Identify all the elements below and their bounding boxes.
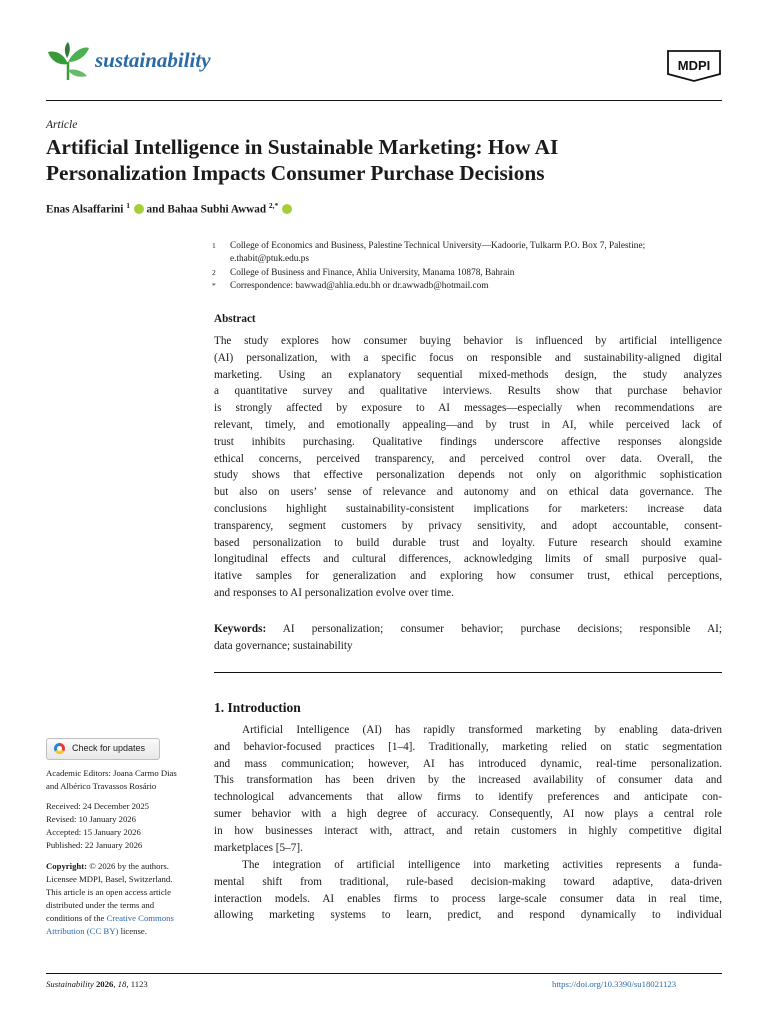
article-title bbox=[46, 134, 726, 186]
correspondence-text[interactable]: Correspondence: bawwad@ahlia.edu.bh or dr.awwadb@hotmail.com bbox=[230, 281, 489, 291]
affiliation-text: College of Economics and Business, Palestine Technical University—Kadoorie, Tulkarm P.O. Box 7, Palestine; bbox=[230, 241, 646, 251]
author-name[interactable]: Enas Alsaffarini bbox=[46, 203, 124, 216]
affiliation-2 bbox=[214, 267, 722, 280]
abstract-heading: Abstract bbox=[214, 313, 256, 325]
academic-editors bbox=[46, 767, 206, 793]
cc-license-link[interactable]: Attribution (CC BY) bbox=[46, 926, 119, 936]
abstract-line: relevant, timely, and emotionally appealing—and by trust in AI, while perceived lack of bbox=[214, 418, 722, 431]
keywords-text: AI personalization; consumer behavior; purchase decisions; responsible AI; bbox=[266, 623, 722, 635]
publisher-label: MDPI bbox=[677, 58, 711, 73]
keywords bbox=[214, 621, 722, 655]
journal-name[interactable]: sustainability bbox=[95, 48, 211, 72]
copyright-notice bbox=[46, 860, 206, 938]
abstract-line: trust inhibits purchasing. Qualitative findings underscore affective responses alongside bbox=[214, 435, 722, 448]
received-date: Received: 24 December 2025 bbox=[46, 801, 150, 811]
abstract-line: but also on users’ sense of relevance and autonomy and on ethical data governance. The bbox=[214, 486, 722, 499]
footer-journal: Sustainability bbox=[46, 979, 94, 989]
keywords-text: data governance; sustainability bbox=[214, 639, 353, 652]
intro-paragraph-1 bbox=[214, 722, 722, 856]
copyright-text: This article is an open access article bbox=[46, 887, 171, 897]
abstract-line: longitudinal effects and cultural differences, acknowledging limits of small purposive qual- bbox=[214, 553, 722, 566]
abstract-line: The study explores how consumer buying behavior is influenced by artificial intelligence bbox=[214, 335, 722, 347]
affiliation-mark: * bbox=[212, 281, 216, 290]
check-for-updates-button[interactable] bbox=[46, 738, 160, 760]
article-type: Article bbox=[46, 119, 78, 131]
intro-line: This transformation has been driven by the increased availability of consumer data and bbox=[214, 774, 722, 787]
abstract-line: conclusions highlight sustainability-consistent implications for marketers: increase data bbox=[214, 502, 722, 515]
author-separator: and bbox=[143, 203, 168, 216]
keywords-label: Keywords: bbox=[214, 623, 267, 635]
publication-dates bbox=[46, 800, 206, 852]
affiliation-mark: 2 bbox=[212, 268, 216, 277]
section-divider bbox=[214, 672, 722, 673]
title-line: Personalization Impacts Consumer Purchase Decisions bbox=[46, 161, 545, 185]
author-affiliation-mark: 1 bbox=[126, 201, 130, 210]
footer-page: , 1123 bbox=[126, 979, 148, 989]
intro-line: and behavior-focused practices [1–4]. Traditionally, marketing relied on static segmentation bbox=[214, 740, 722, 753]
abstract-line: marketing. Using an explanatory sequential mixed-methods design, the study analyzes bbox=[214, 368, 722, 381]
abstract-line: itative samples for generalization and exploring how consumer trust, ethical perceptions, bbox=[214, 570, 722, 583]
accepted-date: Accepted: 15 January 2026 bbox=[46, 827, 141, 837]
intro-line: Artificial Intelligence (AI) has rapidly transformed marketing by enabling data-driven bbox=[242, 724, 722, 736]
abstract-line: (AI) personalization, with a specific focus on responsible and sustainability-aligned digital bbox=[214, 351, 722, 364]
editors-line: and Albérico Travassos Rosário bbox=[46, 781, 157, 791]
abstract-line: ethical concerns, perceived transparency, and perceived control over data. Overall, the bbox=[214, 452, 722, 465]
orcid-icon[interactable] bbox=[282, 204, 292, 214]
check-updates-label: Check for updates bbox=[72, 743, 146, 753]
abstract-line: based personalization to build durable trust and loyalty. Future research should examine bbox=[214, 536, 722, 549]
citation-footer: Sustainability 2026, 18, 1123 bbox=[46, 979, 148, 989]
author-name[interactable]: Bahaa Subhi Awwad bbox=[167, 203, 267, 216]
intro-line: and mass communication; however, AI has introduced dynamic, real-time personalization. bbox=[214, 757, 722, 770]
doi-link[interactable]: https://doi.org/10.3390/su18021123 bbox=[552, 979, 677, 989]
copyright-text: license. bbox=[118, 926, 147, 936]
author-affiliation-mark: 2,* bbox=[268, 201, 279, 210]
check-updates-icon bbox=[54, 743, 65, 754]
abstract-line: a quantitative survey and qualitative interviews. Results show that purchase behavior bbox=[214, 385, 722, 398]
copyright-text: distributed under the terms and bbox=[46, 900, 155, 910]
intro-line: The integration of artificial intelligence into marketing activities represents a funda- bbox=[242, 859, 722, 871]
affiliation-1 bbox=[214, 240, 722, 265]
copyright-label: Copyright: bbox=[46, 861, 88, 871]
intro-line: mental shift from traditional, rule-based decision-making toward adaptive, data-driven bbox=[214, 875, 722, 888]
mdpi-logo-icon[interactable] bbox=[666, 50, 722, 82]
affiliation-mark: 1 bbox=[212, 241, 216, 250]
orcid-icon[interactable] bbox=[134, 204, 144, 214]
title-line: Artificial Intelligence in Sustainable Marketing: How AI bbox=[46, 135, 559, 159]
header-divider bbox=[46, 100, 722, 101]
abstract-line: is strongly affected by exposure to AI messages—especially when recommendations are bbox=[214, 402, 722, 415]
keywords-line bbox=[214, 621, 722, 638]
section-heading-introduction: 1. Introduction bbox=[214, 700, 301, 715]
editors-line: Academic Editors: Joana Carmo Dias bbox=[46, 768, 177, 778]
revised-date: Revised: 10 January 2026 bbox=[46, 814, 136, 824]
correspondence bbox=[214, 280, 722, 293]
abstract-line: study shows that effective personalization depends not only on algorithmic sophistication bbox=[214, 469, 722, 482]
copyright-text: conditions of the bbox=[46, 913, 107, 923]
copyright-text: © 2026 by the authors. bbox=[87, 861, 169, 871]
intro-line: technological advancements that allow firms to identify preferences and anticipate con- bbox=[214, 791, 722, 804]
abstract-body bbox=[214, 333, 722, 602]
intro-line: allowing marketing systems to learn, predict, and respond dynamically to individual bbox=[214, 909, 722, 922]
footer-divider bbox=[46, 973, 722, 974]
intro-line: interaction models. AI enables firms to process large-scale consumer data in real time, bbox=[214, 892, 722, 905]
abstract-line: and responses to AI personalization evolve over time. bbox=[214, 586, 454, 599]
affiliation-text: College of Business and Finance, Ahlia University, Manama 10878, Bahrain bbox=[230, 268, 515, 278]
author-list bbox=[46, 201, 292, 216]
intro-paragraph-2 bbox=[214, 857, 722, 924]
intro-line: sumer behavior with a high degree of accuracy. Consequently, AI now plays a central role bbox=[214, 807, 722, 820]
affiliation-email[interactable]: e.thabit@ptuk.edu.ps bbox=[230, 253, 310, 264]
sustainability-logo-icon bbox=[46, 42, 90, 82]
footer-year: 2026 bbox=[95, 979, 114, 989]
abstract-line: transparency, segment customers by privacy sensitivity, and adopt accountable, consent- bbox=[214, 519, 722, 532]
published-date: Published: 22 January 2026 bbox=[46, 840, 143, 850]
copyright-text: Licensee MDPI, Basel, Switzerland. bbox=[46, 874, 173, 884]
intro-line: in how businesses interact with, attract, and retain customers in highly competitive digital bbox=[214, 824, 722, 837]
intro-line: marketplaces [5–7]. bbox=[214, 841, 303, 854]
cc-license-link[interactable]: Creative Commons bbox=[106, 913, 174, 923]
footer-volume: 18 bbox=[117, 979, 127, 989]
